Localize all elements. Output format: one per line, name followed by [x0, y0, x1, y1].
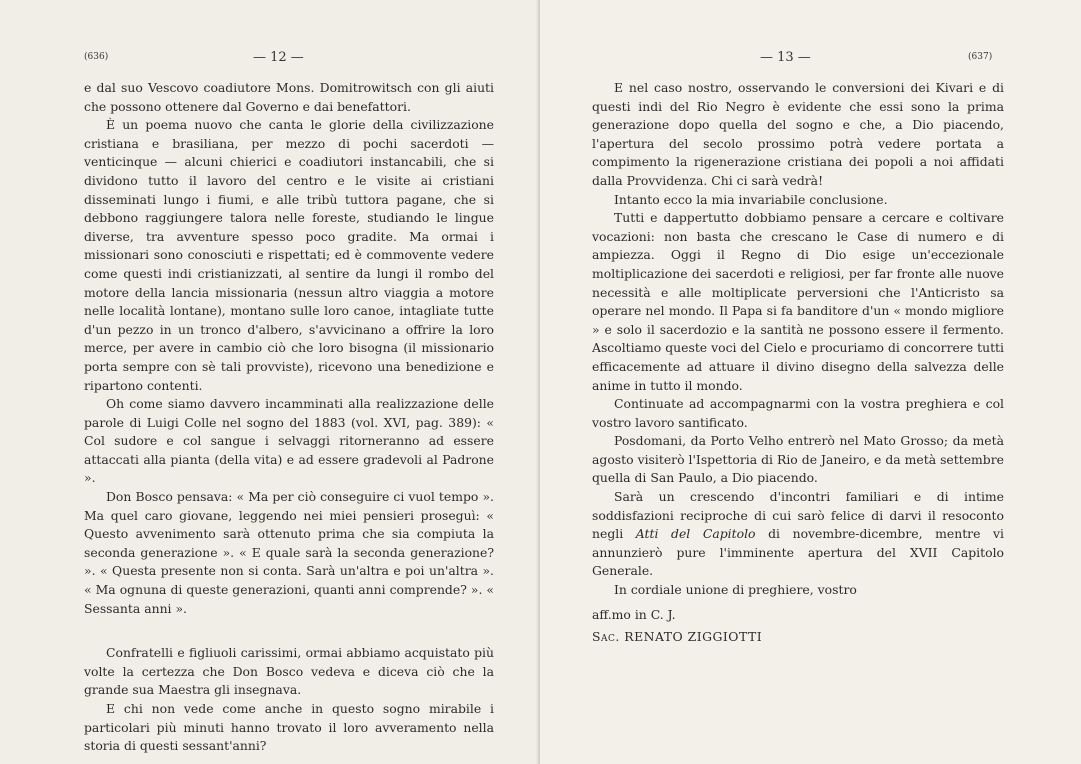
right-page-body [592, 79, 1004, 647]
paragraph: Oh come siamo davvero incamminati alla realizzazione delle parole di Luigi Colle nel sogno del 1883 (vol. XVI, pag. 389): « Col sudore e col sangue i selvaggi ritorneranno ad essere attaccati alla pianta (della vita) e ad essere gradevoli al Padrone ». [84, 396, 494, 486]
paragraph: e dal suo Vescovo coadiutore Mons. Domitrowitsch con gli aiuti che possono ottenere dal Governo e dai benefattori. [84, 80, 494, 114]
right-page [540, 0, 1081, 764]
page-number-right: — 13 — [760, 50, 811, 65]
paragraph: Tutti e dappertutto dobbiamo pensare a cercare e coltivare vocazioni: non basta che crescano le Case di numero e di ampiezza. Oggi il Regno di Dio esige un'eccezionale moltiplicazione dei sacerdoti e religiosi, per far fronte alle nuove necessità e alle moltiplicate perversioni che l'Anticristo sa operare nel mondo. Il Papa si fa banditore d'un « mondo migliore » e solo il sacerdozio e la santità ne possono essere il fermento. Ascoltiamo queste voci del Cielo e procuriamo di concorrere tutti efficacemente ad attuare il divino disegno della salvezza delle anime in tutto il mondo. [592, 210, 1004, 393]
paragraph: Don Bosco pensava: « Ma per ciò conseguire ci vuol tempo ». Ma quel caro giovane, leggendo nei miei pensieri proseguì: « Questo avvenimento sarà ottenuto prima che sia compiuta la seconda generazione ». « E quale sarà la seconda generazione? ». « Questa presente non si conta. Sarà un'altra e poi un'altra ». « Ma ognuna di queste generazioni, quanti anni comprende? ». « Sessanta anni ». [84, 489, 494, 616]
left-page-body [84, 79, 494, 756]
paragraph: E chi non vede come anche in questo sogno mirabile i particolari più minuti hanno trovato il loro avveramento nella storia di questi sessant'anni? [84, 701, 494, 754]
paragraph-text: Sarà un crescendo d'incontri familiari e di intime soddisfazioni reciproche di cui sarò felice di darvi il resoconto negli [592, 489, 1004, 542]
page-ref-right: (637) [968, 52, 993, 62]
page-ref-left: (636) [84, 52, 109, 62]
paragraph: E nel caso nostro, osservando le conversioni dei Kivari e di questi indi del Rio Negro è evidente che essi sono la prima generazione dopo quella del sogno e che, a Dio piacendo, l'apertura del secolo prossimo potrà vedere portata a compimento la rigenerazione cristiana dei popoli a noi affidati dalla Provvidenza. Chi ci sarà vedrà! [592, 80, 1004, 188]
left-page [0, 0, 540, 764]
paragraph: È un poema nuovo che canta le glorie della civilizzazione cristiana e brasiliana, per mezzo di pochi sacerdoti — venticinque — alcuni chierici e coadiutori instancabili, che si dividono tutto il lavoro del centro e le visite ai cristiani disseminati lungo i fiumi, e alle tribù tuttora pagane, che si debbono raggiungere talora nelle foreste, studiando le lingue diverse, tra avventure spesso poco gradite. Ma ormai i missionari sono conosciuti e rispettati; ed è commovente vedere come questi indi cristianizzati, al sentire da lungi il rombo del motore della lancia missionaria (nessun altro viaggia a motore nelle località lontane), montano sulle loro canoe, intagliate tutte d'un pezzo in un tronco d'albero, s'avvicinano a offrire la loro merce, per avere in cambio ciò che loro bisogna (il missionario porta sempre con sè tali provviste), ricevono una benedizione e ripartono contenti. [84, 117, 494, 393]
signature: Sac. RENATO ZIGGIOTTI [592, 629, 763, 645]
paragraph: Posdomani, da Porto Velho entrerò nel Mato Grosso; da metà agosto visiterò l'Ispettoria di Rio de Janeiro, e da metà settembre quella di San Paulo, a Dio piacendo. [592, 433, 1004, 486]
paragraph: Intanto ecco la mia invariabile conclusione. [614, 191, 888, 207]
paragraph: Confratelli e figliuoli carissimi, ormai abbiamo acquistato più volte la certezza che Don Bosco vedeva e diceva ciò che la grande sua Maestra gli insegnava. [84, 645, 494, 698]
signoff: aff.mo in C. J. [592, 606, 676, 622]
paragraph [592, 488, 1004, 581]
paragraph: Continuate ad accompagnarmi con la vostra preghiera e col vostro lavoro santificato. [592, 396, 1004, 430]
closing-line: In cordiale unione di preghiere, vostro [614, 582, 857, 598]
page-number-left: — 12 — [253, 50, 304, 65]
paragraph-text: di novembre-dicembre, mentre vi annunzierò pure l'imminente apertura del XVII Capitolo Generale. [592, 526, 1004, 579]
italic-title: Atti del Capitolo [635, 526, 756, 542]
